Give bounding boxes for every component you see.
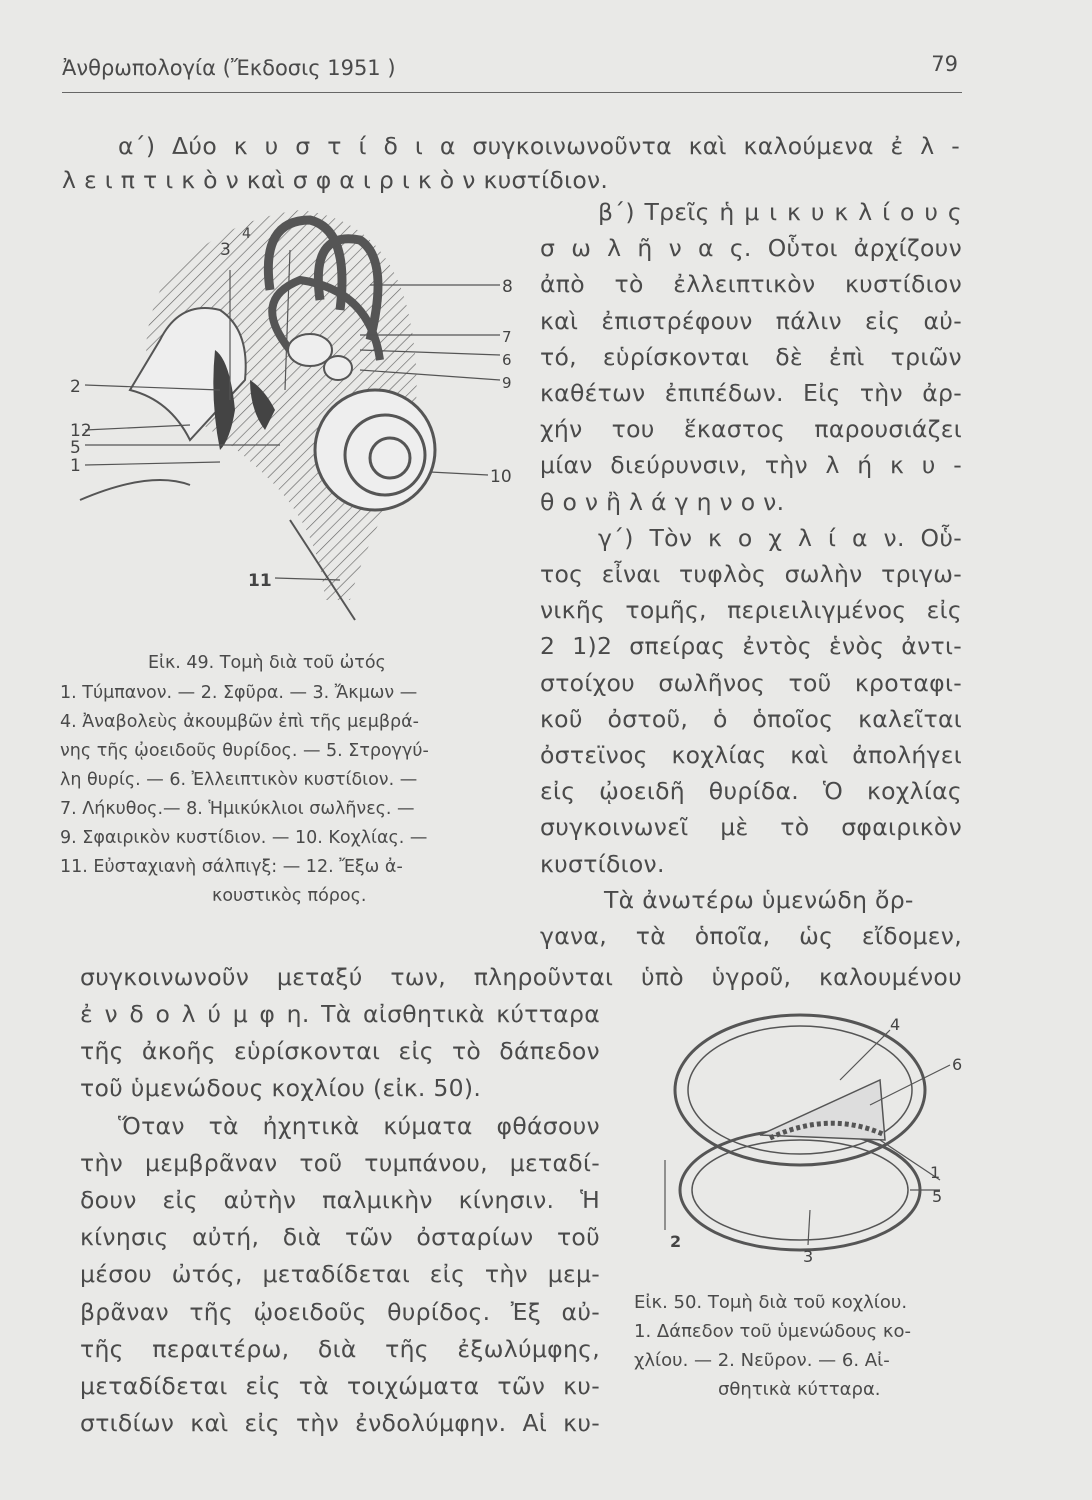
figure-49-caption-title: Εἰκ. 49. Τομὴ διὰ τοῦ ὠτός <box>148 653 386 673</box>
figure-label: 6 <box>502 351 512 369</box>
figure-50-caption-line: Εἰκ. 50. Τομὴ διὰ τοῦ κοχλίου. <box>634 1292 908 1313</box>
header-title: Ἀνθρωπολογία (Ἔκδοσις 1951 ) <box>62 56 396 80</box>
right-column-line: μίαν διεύρυνσιν, τὴν λ ή κ υ - <box>540 451 962 480</box>
figure-label: 10 <box>490 467 512 487</box>
figure-label: 9 <box>502 374 512 392</box>
left-column-line: κίνησις αὐτή, διὰ τῶν ὀσταρίων τοῦ <box>80 1223 600 1252</box>
right-column-line: κοῦ ὀστοῦ, ὁ ὁποῖος καλεῖται <box>540 704 962 733</box>
figure-50-caption-line: σθητικὰ κύτταρα. <box>718 1379 881 1400</box>
figure-label: 7 <box>502 328 512 346</box>
figure-label: 4 <box>242 226 251 242</box>
left-column-line: στιδίων καὶ εἰς τὴν ἐνδολύμφην. Αἱ κυ- <box>80 1409 600 1438</box>
right-column-line: 2 1)2 σπείρας ἐντὸς ἑνὸς ἀντι- <box>540 632 962 661</box>
right-column-line: γανα, τὰ ὁποῖα, ὡς εἴδομεν, <box>540 922 962 950</box>
figure-label: 3 <box>220 240 231 260</box>
right-column-line: συγκοινωνεῖ μὲ τὸ σφαιρικὸν <box>540 813 962 842</box>
figure-50-caption-line: 1. Δάπεδον τοῦ ὑμενώδους κο- <box>634 1321 911 1342</box>
right-column-line: καθέτων ἐπιπέδων. Εἰς τὴν ἀρ- <box>540 379 962 407</box>
right-column-line: καὶ ἐπιστρέφουν πάλιν εἰς αὐ- <box>540 306 962 335</box>
right-column-line: ἀπὸ τὸ ἐλλειπτικὸν κυστίδιον <box>540 270 962 299</box>
figure-49-caption-line: 11. Εὐσταχιανὴ σάλπιγξ: — 12. Ἔξω ἀ- <box>60 857 403 877</box>
figure-49-caption-line: κουστικὸς πόρος. <box>212 886 367 906</box>
figure-label: 1 <box>930 1163 941 1182</box>
figure-50-caption-line: χλίου. — 2. Νεῦρον. — 6. Αἰ- <box>634 1350 890 1371</box>
intro-line: α΄) Δύο κ υ σ τ ί δ ι α συγκοινωνοῦντα καὶ καλούμενα ἐ λ - <box>118 132 960 160</box>
left-column-line: μεταδίδεται εἰς τὰ τοιχώματα τῶν κυ- <box>80 1372 600 1400</box>
figure-49-caption-line: 4. Ἀναβολεὺς ἀκουμβῶν ἐπὶ τῆς μεμβρά- <box>60 712 419 732</box>
figure-label: 5 <box>932 1187 943 1206</box>
running-header <box>62 52 962 93</box>
left-column-line: τῆς περαιτέρω, διὰ τῆς ἐξωλύμφης, <box>80 1334 600 1363</box>
left-column-line: δουν εἰς αὐτὴν παλμικὴν κίνησιν. Ἡ <box>80 1186 600 1214</box>
figure-label: 1 <box>70 456 81 476</box>
figure-49-caption-line: 7. Λήκυθος.— 8. Ἡμικύκλιοι σωλῆνες. — <box>60 799 415 819</box>
right-column-line: γ΄) Τὸν κ ο χ λ ί α ν. Οὗ- <box>598 523 962 552</box>
right-column-line: Τὰ ἀνωτέρω ὑμενώδη ὄρ- <box>604 885 914 914</box>
figure-49-caption-line: 9. Σφαιρικὸν κυστίδιον. — 10. Κοχλίας. — <box>60 828 428 848</box>
left-column-line: τὴν μεμβρᾶναν τοῦ τυμπάνου, μεταδί- <box>80 1148 600 1177</box>
figure-label: 2 <box>670 1232 682 1251</box>
page-number: 79 <box>931 52 958 76</box>
figure-49-ear-section <box>70 200 540 640</box>
figure-label: 4 <box>890 1015 901 1034</box>
figure-49-caption-line: νης τῆς ᾠοειδοῦς θυρίδος. — 5. Στρογγύ- <box>60 741 429 761</box>
right-column-line: εἰς ᾠοειδῆ θυρίδα. Ὁ κοχλίας <box>540 777 962 806</box>
right-column-line: ὀστεϊνος κοχλίας καὶ ἀπολήγει <box>540 741 962 769</box>
left-column-line: ἐ ν δ ο λ ύ μ φ η. Τὰ αἰσθητικὰ κύτταρα <box>80 1000 600 1028</box>
left-column-line: Ὅταν τὰ ἠχητικὰ κύματα φθάσουν <box>118 1111 600 1140</box>
left-column-line: τοῦ ὑμενώδους κοχλίου (εἰκ. 50). <box>80 1074 482 1103</box>
right-column-line: κυστίδιον. <box>540 849 665 878</box>
right-column-line: θ ο ν ἢ λ ά γ η ν ο ν. <box>540 487 785 516</box>
right-column-line: χήν του ἕκαστος παρουσιάζει <box>540 415 962 444</box>
left-column-line: τῆς ἀκοῆς εὑρίσκονται εἰς τὸ δάπεδον <box>80 1037 600 1066</box>
right-column-line: τος εἶναι τυφλὸς σωλὴν τριγω- <box>540 560 962 588</box>
right-column-line: β΄) Τρεῖς ἡ μ ι κ υ κ λ ί ο υ ς <box>598 198 962 226</box>
right-column-line: στοίχου σωλῆνος τοῦ κροταφι- <box>540 668 962 697</box>
full-width-line: συγκοινωνοῦν μεταξύ των, πληροῦνται ὑπὸ ὑγροῦ, καλουμένου <box>80 963 962 991</box>
left-column-line: μέσου ὠτός, μεταδίδεται εἰς τὴν μεμ- <box>80 1260 600 1289</box>
figure-label: 6 <box>952 1055 963 1074</box>
right-column-line: νικῆς τομῆς, περιειλιγμένος εἰς <box>540 596 962 625</box>
figure-label: 8 <box>502 277 513 297</box>
left-column-line: βρᾶναν τῆς ᾠοειδοῦς θυρίδος. Ἐξ αὐ- <box>80 1297 600 1326</box>
right-column-line: σ ω λ ῆ ν α ς. Οὗτοι ἀρχίζουν <box>540 234 962 263</box>
figure-label: 2 <box>70 377 81 397</box>
figure-50-cochlea-section <box>640 1010 980 1280</box>
figure-label: 12 <box>70 421 92 441</box>
figure-label: 3 <box>803 1247 814 1266</box>
intro-line: λ ε ι π τ ι κ ὸ ν καὶ σ φ α ι ρ ι κ ὸ ν κυστίδιον. <box>62 166 609 194</box>
figure-label: 5 <box>70 438 81 458</box>
figure-49-caption-line: λη θυρίς. — 6. Ἐλλειπτικὸν κυστίδιον. — <box>60 770 418 790</box>
right-column-line: τό, εὑρίσκονται δὲ ἐπὶ τριῶν <box>540 342 962 371</box>
figure-49-caption-line: 1. Τύμπανον. — 2. Σφῦρα. — 3. Ἄκμων — <box>60 683 418 703</box>
figure-label: 11 <box>248 571 272 591</box>
